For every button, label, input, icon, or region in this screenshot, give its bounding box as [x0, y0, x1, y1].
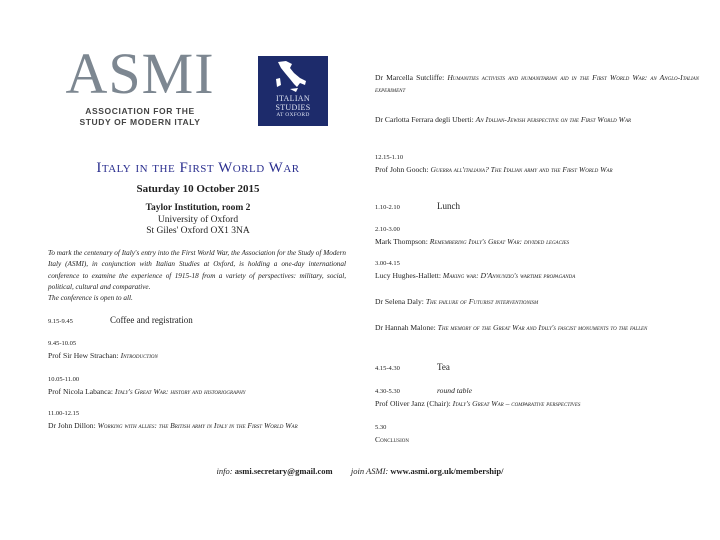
program-time: 5.30: [375, 424, 387, 431]
program-speaker: Dr Carlotta Ferrara degli Uberti:: [375, 115, 474, 124]
program-label: Conclusion: [375, 434, 409, 444]
program-speaker: Dr Hannah Malone:: [375, 323, 436, 332]
program-item-sutcliffe: [375, 72, 699, 95]
asmi-logo-line2: STUDY OF MODERN ITALY: [79, 117, 201, 127]
program-item-thompson: [375, 224, 699, 247]
program-time: 3.00-4.15: [375, 260, 400, 267]
venue-university: University of Oxford: [157, 214, 239, 225]
program-time: 1.10-2.10: [375, 204, 400, 211]
program-talk: Making war: D'Annunzio's wartime propaganda: [442, 270, 576, 280]
program-talk: Introduction: [120, 350, 158, 360]
program-speaker: Mark Thompson:: [375, 236, 428, 246]
program-speaker: Dr Selena Daly:: [375, 297, 424, 306]
program-item-hughes-hallett: [375, 258, 699, 281]
program-label: Tea: [437, 362, 450, 372]
program-talk: The failure of Futurist interventionism: [425, 297, 539, 306]
membership-link[interactable]: www.asmi.org.uk/membership/: [390, 466, 504, 476]
italian-studies-logo: [258, 56, 328, 126]
program-talk: Humanities activists and humanitarian aid in the First World War: an Anglo-Italian experiment: [375, 73, 699, 94]
program-talk: The memory of the Great War and Italy's fascist monuments to the fallen: [437, 323, 648, 332]
program-talk: Working with allies: the British army in Italy in the First World War: [97, 420, 298, 430]
program-item-conclusion: [375, 422, 699, 445]
program-speaker: Prof Nicola Labanca:: [48, 386, 113, 396]
asmi-logo-line1: ASSOCIATION FOR THE: [85, 106, 195, 116]
program-item-tea: [375, 362, 699, 375]
program-speaker: Prof Sir Hew Strachan:: [48, 350, 119, 360]
venue: [48, 203, 348, 238]
program-time: 4.15-4.30: [375, 365, 400, 372]
program-label: Lunch: [437, 201, 460, 211]
italian-logo-line1: ITALIAN: [276, 94, 310, 103]
intro-paragraph: [48, 248, 346, 304]
program-speaker: Lucy Hughes-Hallett:: [375, 270, 442, 280]
program-talk: Remembering Italy's Great War: divided legacies: [429, 236, 570, 246]
asmi-logo: [60, 41, 220, 128]
program-item-labanca: [48, 374, 346, 397]
intro-text: To mark the centenary of Italy's entry into the First World War, the Association for the Study of Modern Italy (ASMI), in conjunction with Italian Studies at Oxford, is holding a one-day international conference to examine the experience of 1915-18 from a variety of perspectives: military, social, political, cultural and comparative.: [48, 249, 346, 291]
program-label: Coffee and registration: [110, 315, 193, 325]
program-speaker: Prof John Gooch:: [375, 164, 429, 174]
program-talk: Guerra all'italiana? The Italian army and the First World War: [430, 164, 613, 174]
program-speaker: Dr John Dillon:: [48, 420, 96, 430]
asmi-logo-word: ASMI: [65, 41, 215, 106]
footer: [0, 466, 720, 476]
venue-address: St Giles' Oxford OX1 3NA: [146, 226, 250, 236]
event-date: Saturday 10 October 2015: [136, 183, 260, 195]
italian-logo-line3: AT OXFORD: [276, 112, 310, 118]
program-speaker: Prof Oliver Janz (Chair):: [375, 398, 451, 408]
program-item-daly: [375, 296, 699, 308]
program-time: 4.30-5.30: [375, 388, 400, 395]
program-item-introduction: [48, 338, 346, 361]
join-label: join ASMI:: [350, 466, 389, 476]
info-label: info:: [216, 466, 233, 476]
program-talk: Italy's Great War: history and historiography: [114, 386, 246, 396]
program-time: 9.15-9.45: [48, 318, 73, 325]
program-label: round table: [437, 386, 472, 395]
program-item-round-table: [375, 385, 699, 409]
program-time: 12.15-1.10: [375, 154, 404, 161]
page-title: Italy in the First World War: [96, 160, 300, 176]
program-item-lunch: [375, 201, 699, 214]
program-item-gooch: [375, 152, 699, 175]
program-time: 11.00-12.15: [48, 410, 80, 417]
venue-room: Taylor Institution, room 2: [145, 203, 251, 213]
program-item-dillon: [48, 408, 346, 431]
program-item-malone: [375, 322, 699, 334]
program-talk: Italy's Great War – comparative perspectives: [452, 398, 581, 408]
program-speaker: Dr Marcella Sutcliffe:: [375, 73, 445, 82]
program-time: 9.45-10.05: [48, 340, 77, 347]
info-email-link[interactable]: asmi.secretary@gmail.com: [234, 466, 333, 476]
program-talk: An Italian-Jewish perspective on the First World War: [475, 115, 632, 124]
program-time: 10.05-11.00: [48, 376, 80, 383]
program-item-registration: [48, 315, 346, 328]
italy-map-icon: [272, 60, 312, 94]
intro-open: The conference is open to all.: [48, 294, 133, 303]
italian-logo-line2: STUDIES: [275, 103, 311, 112]
program-item-ferrara: [375, 114, 699, 126]
program-time: 2.10-3.00: [375, 226, 400, 233]
